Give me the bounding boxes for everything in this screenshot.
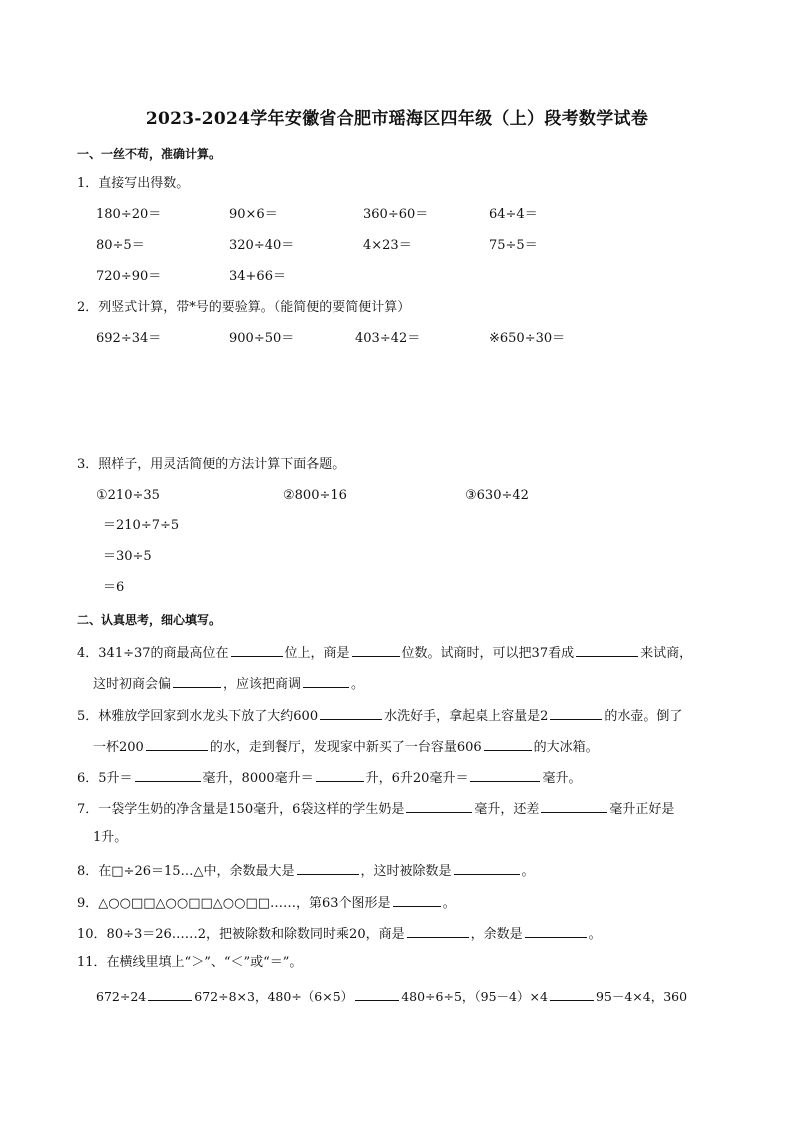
q8-text: 8．在□÷26＝15…△中，余数最大是 [77,864,295,879]
q5-text: 一杯200 [93,740,144,755]
q4-text: 这时初商会偏 [93,677,172,692]
q2-item: 692÷34＝ [96,331,162,346]
q1-item: 360÷60＝ [363,207,429,222]
q1-item: 320÷40＝ [229,238,295,253]
q3-example-step: ＝30÷5 [103,549,152,564]
section-2-heading: 二、认真思考，细心填写。 [77,613,222,627]
q6-text: 毫升，8000毫升＝ [202,771,314,786]
answer-blank[interactable] [352,642,400,657]
q3-item: ③630÷42 [465,488,529,503]
q1-item: 64÷4＝ [489,207,538,222]
answer-blank[interactable] [135,767,201,782]
q4-line-2 [93,673,364,694]
answer-blank[interactable] [484,736,532,751]
q4-text: 位数。试商时，可以把37看成 [401,646,575,661]
q1-item: 80÷5＝ [96,238,145,253]
exam-title: 2023-2024学年安徽省合肥市瑶海区四年级（上）段考数学试卷 [145,109,649,129]
q4-text: 位上，商是 [284,646,350,661]
q10-text: 10．80÷3＝26……2，把被除数和除数同时乘20，商是 [77,927,405,942]
q4-text: 。 [351,677,365,692]
answer-blank[interactable] [576,642,638,657]
q7-text: 毫升，还差 [474,802,540,817]
q11-text: 672÷8×3，480÷（6×5） [194,989,354,1004]
q3-item: ②800÷16 [283,488,347,503]
q5-line-1 [77,705,682,726]
q11-text: 95－4×4，360 [595,989,688,1004]
q5-text: 水洗好手，拿起桌上容量是2 [384,709,549,724]
q6-text: 6．5升＝ [77,771,133,786]
answer-blank[interactable] [316,767,364,782]
q8-line [77,860,535,881]
q5-text: 5．林雅放学回家到水龙头下放了大约600 [77,709,319,724]
q7-text: 7．一袋学生奶的净含量是150毫升，6袋这样的学生奶是 [77,802,405,817]
q11-text: 480÷6÷5，（95－4）×4 [401,989,548,1004]
section-1-heading: 一、一丝不苟，准确计算。 [77,147,222,161]
q1-item: 90×6＝ [229,207,278,222]
q2-item: ※650÷30＝ [489,331,566,346]
q1-stem: 1．直接写出得数。 [77,176,190,191]
q9-text: 。 [442,896,456,911]
answer-blank[interactable] [320,705,382,720]
answer-blank[interactable] [355,986,399,1001]
q6-text: 升，6升20毫升＝ [365,771,469,786]
answer-blank[interactable] [454,860,520,875]
q5-text: 的水壶。倒了 [604,709,683,724]
q10-text: ，余数是 [470,927,523,942]
q10-text: 。 [588,927,602,942]
q6-text: 毫升。 [542,771,582,786]
q9-text: 9．△○○□□△○○□□△○○□□……，第63个图形是 [77,896,391,911]
q7-line-1 [77,798,674,819]
q2-item: 900÷50＝ [229,331,295,346]
q3-example-step: ＝210÷7÷5 [103,518,180,533]
answer-blank[interactable] [541,798,607,813]
q1-item: 34+66＝ [229,269,286,284]
answer-blank[interactable] [173,673,221,688]
q1-item: 720÷90＝ [96,269,162,284]
answer-blank[interactable] [393,892,441,907]
q2-item: 403÷42＝ [355,331,421,346]
q3-example-step: ＝6 [103,580,125,595]
answer-blank[interactable] [406,798,472,813]
q5-line-2 [93,736,599,757]
q3-item: ①210÷35 [96,488,160,503]
q11-comparisons [96,986,687,1006]
q11-text: 672÷24 [96,989,147,1004]
q4-line-1 [77,642,692,663]
answer-blank[interactable] [231,642,283,657]
q8-text: ，这时被除数是 [360,864,452,879]
q10-line [77,923,602,944]
q1-item: 180÷20＝ [96,207,162,222]
q2-stem: 2．列竖式计算，带*号的要验算。（能简便的要简便计算） [77,300,411,315]
answer-blank[interactable] [470,767,540,782]
answer-blank[interactable] [297,860,359,875]
answer-blank[interactable] [146,736,208,751]
q7-text: 毫升正好是 [609,802,675,817]
q4-text: 来试商， [640,646,693,661]
answer-blank[interactable] [550,986,594,1001]
answer-blank[interactable] [148,986,192,1001]
answer-blank[interactable] [303,673,349,688]
q4-text: 4．341÷37的商最高位在 [77,646,229,661]
q4-text: ，应该把商调 [223,677,302,692]
q1-item: 4×23＝ [363,238,412,253]
q11-stem: 11．在横线里填上“＞”、“＜”或“＝”。 [77,955,303,970]
q3-stem: 3．照样子，用灵活简便的方法计算下面各题。 [77,457,346,472]
q7-line-2: 1升。 [93,830,128,845]
answer-blank[interactable] [550,705,602,720]
q9-line [77,892,456,913]
answer-blank[interactable] [525,923,587,938]
q8-text: 。 [521,864,535,879]
q1-item: 75÷5＝ [489,238,538,253]
answer-blank[interactable] [407,923,469,938]
q5-text: 的水，走到餐厅，发现家中新买了一台容量606 [209,740,482,755]
q5-text: 的大冰箱。 [533,740,599,755]
q6-line [77,767,581,788]
